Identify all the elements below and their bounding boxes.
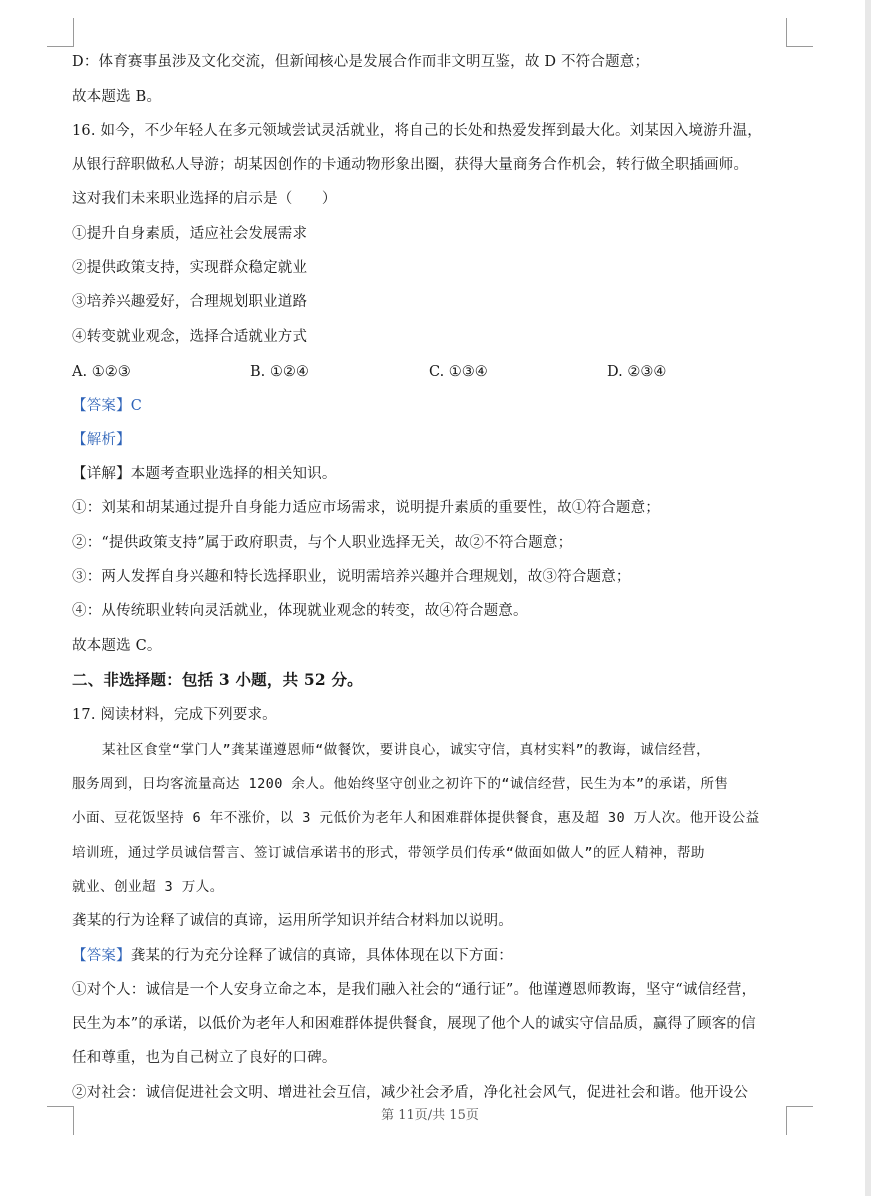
statement-3: ③培养兴趣爱好，合理规划职业道路 <box>72 294 308 310</box>
section-heading: 二、非选择题：包括 3 小题，共 52 分。 <box>72 670 363 689</box>
text-line: 故本题选 B。 <box>72 89 162 105</box>
analysis-item-1: ①：刘某和胡某通过提升自身能力适应市场需求，说明提升素质的重要性，故①符合题意； <box>72 500 660 516</box>
question-16-stem: 16. 如今，不少年轻人在多元领域尝试灵活就业，将自己的长处和热爱发挥到最大化。刘某因入境游升温， <box>72 123 762 139</box>
window-edge <box>865 0 871 1196</box>
question-17-prompt: 龚某的行为诠释了诚信的真谛，运用所学知识并结合材料加以说明。 <box>72 913 513 929</box>
statement-2: ②提供政策支持，实现群众稳定就业 <box>72 260 308 276</box>
material-line: 就业、创业超 3 万人。 <box>72 879 224 895</box>
material-line: 某社区食堂“掌门人”龚某谨遵恩师“做餐饮，要讲良心，诚实守信，真材实料”的教诲，诚信经营， <box>102 742 711 758</box>
option-b: B. ①②④ <box>250 364 309 380</box>
answer-label: 【答案】 <box>72 948 131 964</box>
answer-17-intro <box>72 946 513 966</box>
conclusion-line: 故本题选 C。 <box>72 638 162 654</box>
material-line: 服务周到，日均客流量高达 1200 余人。他始终坚守创业之初许下的“诚信经营，民生为本”的承诺，所售 <box>72 776 729 792</box>
analysis-label: 【解析】 <box>72 432 131 448</box>
material-line: 培训班，通过学员诚信誓言、签订诚信承诺书的形式，带领学员们传承“做面如做人”的匠人精神，帮助 <box>72 845 705 861</box>
question-17-stem: 17. 阅读材料，完成下列要求。 <box>72 707 277 723</box>
answer-17-point: 民生为本”的承诺，以低价为老年人和困难群体提供餐食，展现了他个人的诚实守信品质，赢得了顾客的信 <box>72 1016 756 1032</box>
answer-label: 【答案】C <box>72 398 143 414</box>
analysis-item-2: ②：“提供政策支持”属于政府职责，与个人职业选择无关，故②不符合题意； <box>72 535 573 551</box>
crop-mark-top-right <box>786 18 813 47</box>
page-footer: 第 11页/共 15页 <box>381 1108 479 1123</box>
option-d: D. ②③④ <box>607 364 667 380</box>
analysis-item-4: ④：从传统职业转向灵活就业，体现就业观念的转变，故④符合题意。 <box>72 603 528 619</box>
text-line: D：体育赛事虽涉及文化交流，但新闻核心是发展合作而非文明互鉴，故 D 不符合题意； <box>72 54 650 70</box>
statement-1: ①提升自身素质，适应社会发展需求 <box>72 226 308 242</box>
answer-17-point: ①对个人：诚信是一个人安身立命之本，是我们融入社会的“通行证”。他谨遵恩师教诲，坚守“诚信经营， <box>72 982 757 998</box>
material-line: 小面、豆花饭坚持 6 年不涨价，以 3 元低价为老年人和困难群体提供餐食，惠及超 30 万人次。他开设公益 <box>72 810 760 826</box>
crop-mark-top-left <box>47 18 74 47</box>
statement-4: ④转变就业观念，选择合适就业方式 <box>72 329 308 345</box>
answer-17-point: ②对社会：诚信促进社会文明、增进社会互信，减少社会矛盾，净化社会风气，促进社会和谐。他开设公 <box>72 1085 749 1101</box>
question-16-stem: 从银行辞职做私人导游；胡某因创作的卡通动物形象出圈，获得大量商务合作机会，转行做全职插画师。 <box>72 157 749 173</box>
option-a: A. ①②③ <box>72 364 131 380</box>
answer-17-point: 任和尊重，也为自己树立了良好的口碑。 <box>72 1050 337 1066</box>
analysis-item-3: ③：两人发挥自身兴趣和特长选择职业，说明需培养兴趣并合理规划，故③符合题意； <box>72 569 631 585</box>
detail-line: 【详解】本题考查职业选择的相关知识。 <box>72 466 337 482</box>
option-c: C. ①③④ <box>429 364 488 380</box>
answer-17-text: 龚某的行为充分诠释了诚信的真谛，具体体现在以下方面： <box>130 948 514 964</box>
question-16-prompt: 这对我们未来职业选择的启示是（ ） <box>72 191 337 207</box>
